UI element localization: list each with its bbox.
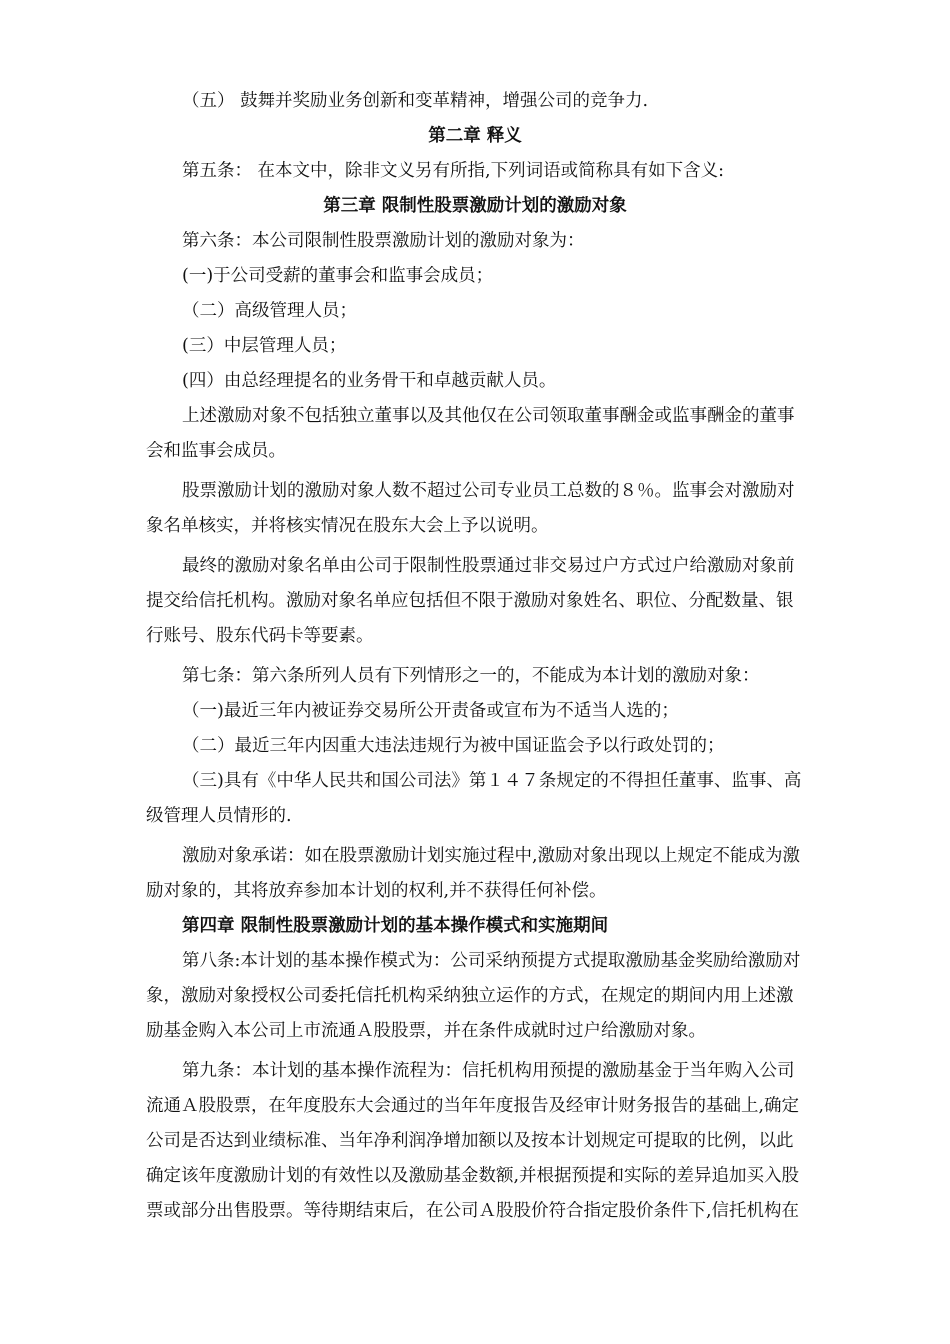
paragraph-line: 励对象的，其将放弃参加本计划的权利,并不获得任何补偿。 — [146, 881, 607, 901]
article-7-line: 第七条：第六条所列人员有下列情形之一的，不能成为本计划的激励对象： — [182, 666, 760, 686]
paragraph-line: 激励对象承诺：如在股票激励计划实施过程中,激励对象出现以上规定不能成为激 — [182, 846, 801, 866]
paragraph-line: 象名单核实，并将核实情况在股东大会上予以说明。 — [146, 516, 549, 536]
chapter-2-heading: 第二章 释义 — [428, 126, 522, 146]
paragraph-line: 行账号、股东代码卡等要素。 — [146, 626, 374, 646]
paragraph-line: 象，激励对象授权公司委托信托机构采纳独立运作的方式，在规定的期间内用上述激 — [146, 986, 794, 1006]
paragraph-line: 公司是否达到业绩标准、当年净利润净增加额以及按本计划规定可提取的比例，以此 — [146, 1131, 794, 1151]
paragraph-line: 励基金购入本公司上市流通Ａ股股票，并在条件成就时过户给激励对象。 — [146, 1021, 706, 1041]
paragraph-line: 上述激励对象不包括独立董事以及其他仅在公司领取董事酬金或监事酬金的董事 — [182, 406, 795, 426]
paragraph-line: 提交给信托机构。激励对象名单应包括但不限于激励对象姓名、职位、分配数量、银 — [146, 591, 794, 611]
paragraph-line: 最终的激励对象名单由公司于限制性股票通过非交易过户方式过户给激励对象前 — [182, 556, 795, 576]
paragraph-line: 票或部分出售股票。等待期结束后，在公司Ａ股股价符合指定股价条件下,信托机构在 — [146, 1201, 800, 1221]
list-item: (三）中层管理人员； — [182, 336, 347, 356]
paragraph-line: 流通Ａ股股票，在年度股东大会通过的当年年度报告及经审计财务报告的基础上,确定 — [146, 1096, 800, 1116]
paragraph-line: 级管理人员情形的. — [146, 806, 292, 826]
paragraph-line: 股票激励计划的激励对象人数不超过公司专业员工总数的８％。监事会对激励对 — [182, 481, 795, 501]
list-item: (一)于公司受薪的董事会和监事会成员； — [182, 266, 494, 286]
list-item: (四）由总经理提名的业务骨干和卓越贡献人员。 — [182, 371, 557, 391]
paragraph-line: 会和监事会成员。 — [146, 441, 286, 461]
list-item: （二）最近三年内因重大违法违规行为被中国证监会予以行政处罚的； — [182, 736, 725, 756]
article-9-line: 第九条：本计划的基本操作流程为：信托机构用预提的激励基金于当年购入公司 — [182, 1061, 795, 1081]
article-8-line: 第八条:本计划的基本操作模式为：公司采纳预提方式提取激励基金奖励给激励对 — [182, 951, 801, 971]
list-item: （一)最近三年内被证券交易所公开责备或宣布为不适当人选的； — [182, 701, 679, 721]
paragraph-line: 确定该年度激励计划的有效性以及激励基金数额,并根据预提和实际的差异追加买入股 — [146, 1166, 800, 1186]
paragraph-line: （五） 鼓舞并奖励业务创新和变革精神，增强公司的竞争力. — [182, 91, 649, 111]
list-item: （三)具有《中华人民共和国公司法》第１４７条规定的不得担任董事、监事、高 — [182, 771, 802, 791]
chapter-3-heading: 第三章 限制性股票激励计划的激励对象 — [323, 196, 627, 216]
article-6-line: 第六条：本公司限制性股票激励计划的激励对象为： — [182, 231, 585, 251]
list-item: （二）高级管理人员； — [182, 301, 357, 321]
chapter-4-heading: 第四章 限制性股票激励计划的基本操作模式和实施期间 — [182, 916, 609, 936]
article-5-line: 第五条： 在本文中，除非文义另有所指,下列词语或简称具有如下含义: — [182, 161, 725, 181]
